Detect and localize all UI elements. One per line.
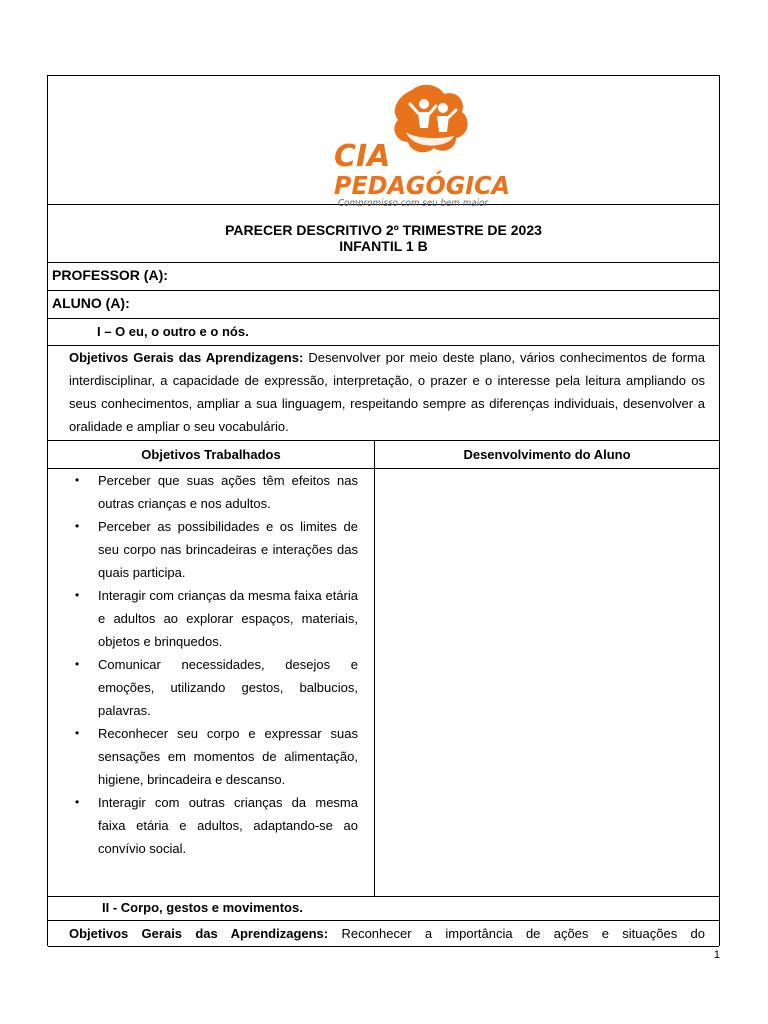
list-item-text: Perceber as possibilidades e os limites de seu corpo nas brincadeiras e interações das quais participa.	[98, 519, 358, 580]
table-header	[48, 441, 719, 469]
report-form	[47, 75, 720, 946]
list-item	[75, 515, 358, 584]
list-item-text: Perceber que suas ações têm efeitos nas outras crianças e nos adultos.	[98, 473, 358, 511]
logo-tagline: Compromisso com seu bem maior	[338, 198, 489, 207]
student-field[interactable]	[48, 291, 719, 319]
objectives-label: Objetivos Gerais das Aprendizagens:	[69, 350, 304, 365]
list-item	[75, 584, 358, 653]
objectives-text: Reconhecer a importância de ações e situações do	[328, 926, 705, 941]
bullet-icon: •	[75, 726, 80, 740]
objectives-text: Desenvolver por meio deste plano, vários conhecimentos de forma interdisciplinar, a capacidade de expressão, interpretação, o prazer e o interesse pela leitura ampliando os seus conhecimentos, ampliar a sua linguagem, respeitando sempre as diferenças individuais, desenvolver a oralidade e ampliar o seu vocabulário.	[69, 350, 705, 434]
objectives-table-body	[48, 469, 719, 897]
list-item	[75, 653, 358, 722]
bullet-icon: •	[75, 519, 80, 533]
logo-line1: CIA	[334, 139, 391, 174]
list-item-text: Interagir com crianças da mesma faixa etária e adultos ao explorar espaços, materiais, objetos e brinquedos.	[98, 588, 358, 649]
bullet-icon: •	[75, 473, 80, 487]
column-divider	[374, 469, 375, 897]
logo-line2: PEDAGÓGICA	[334, 171, 519, 200]
col-objectives-header: Objetivos Trabalhados	[141, 447, 281, 462]
list-item-text: Comunicar necessidades, desejos e emoções, utilizando gestos, balbucios, palavras.	[98, 657, 358, 718]
bullet-icon: •	[75, 795, 80, 809]
student-label: ALUNO (A):	[52, 295, 130, 311]
section1-objectives	[48, 346, 719, 441]
list-item-text: Interagir com outras crianças da mesma faixa etária e adultos, adaptando-se ao convívio social.	[98, 795, 358, 856]
list-item-text: Reconhecer seu corpo e expressar suas sensações em momentos de alimentação, higiene, brincadeira e descanso.	[98, 726, 358, 787]
objectives-label: Objetivos Gerais das Aprendizagens:	[69, 926, 329, 941]
section1-heading	[48, 319, 719, 346]
list-item	[75, 469, 358, 515]
column-divider	[374, 441, 375, 469]
section2-objectives-paragraph	[69, 922, 705, 945]
page-number: 1	[713, 949, 720, 961]
col-development-header: Desenvolvimento do Aluno	[463, 447, 631, 462]
section2-title: II - Corpo, gestos e movimentos.	[102, 900, 303, 915]
title-line2: INFANTIL 1 B	[339, 238, 428, 254]
logo-row	[48, 76, 719, 205]
professor-field[interactable]	[48, 263, 719, 291]
section2-heading	[48, 897, 719, 921]
list-item	[75, 791, 358, 860]
children-hand-icon	[394, 85, 467, 152]
report-title	[48, 205, 719, 263]
cia-pedagogica-logo	[332, 82, 522, 207]
professor-label: PROFESSOR (A):	[52, 267, 168, 283]
section1-title: I – O eu, o outro e o nós.	[97, 324, 249, 339]
bullet-icon: •	[75, 657, 80, 671]
objectives-list	[48, 469, 374, 860]
title-line1: PARECER DESCRITIVO 2º TRIMESTRE DE 2023	[225, 222, 542, 238]
section1-objectives-paragraph	[69, 346, 705, 438]
list-item	[75, 722, 358, 791]
bullet-icon: •	[75, 588, 80, 602]
section2-objectives	[48, 921, 719, 947]
